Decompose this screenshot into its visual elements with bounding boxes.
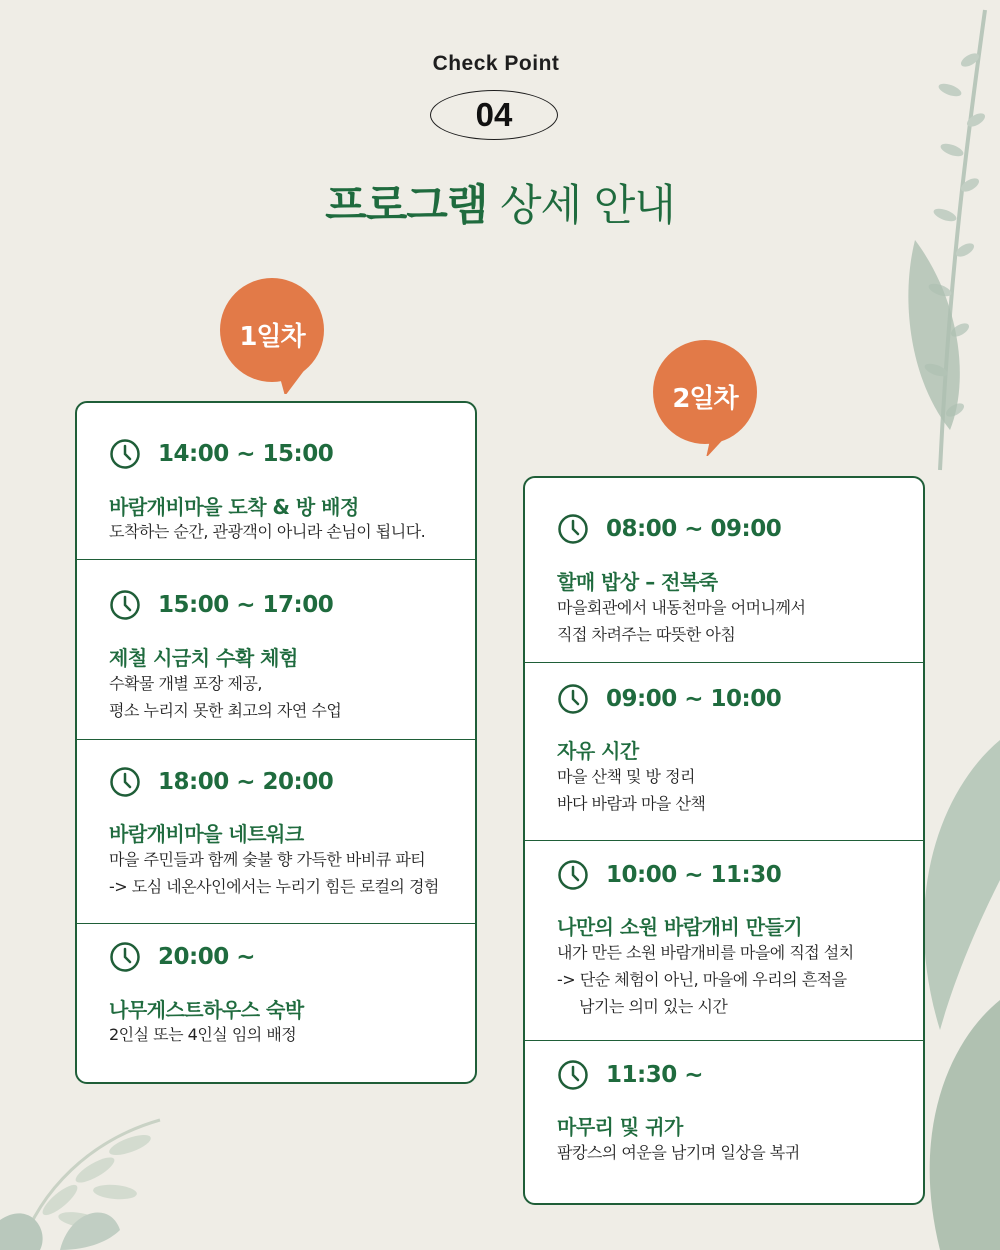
description-line: 내가 만든 소원 바람개비를 마을에 직접 설치 [557,943,854,962]
schedule-title: 마무리 및 귀가 [557,1115,683,1139]
schedule-item [525,663,923,841]
page-title-strong: 프로그램 [325,181,488,231]
checkpoint-label: Check Point [432,52,560,75]
description-line: 남기는 의미 있는 시간 [579,997,728,1016]
schedule-title: 나만의 소원 바람개비 만들기 [557,915,803,939]
page-title-light: 상세 안내 [487,181,675,231]
description-line: 수확물 개별 포장 제공, [109,674,262,693]
schedule-title: 바람개비마을 네트워크 [109,822,304,846]
schedule-item [525,1041,923,1203]
schedule-item [77,560,475,740]
schedule-item [525,478,923,663]
schedule-title: 나무게스트하우스 숙박 [109,998,304,1022]
day2-badge [652,340,762,456]
leaf-decoration-bottom-left [0,1080,260,1250]
schedule-description [109,846,439,900]
description-line: 마을회관에서 내동천마을 어머니께서 [557,598,806,617]
description-line: -> 도심 네온사인에서는 누리기 힘든 로컬의 경험 [109,877,439,896]
schedule-time: 15:00 ~ 17:00 [158,592,334,618]
description-line: 도착하는 순간, 관광객이 아니라 손님이 됩니다. [109,522,426,541]
schedule-description [109,518,425,545]
schedule-description [109,670,341,724]
schedule-item [77,924,475,1082]
schedule-item [77,403,475,560]
day2-schedule-card [523,476,925,1205]
schedule-title: 자유 시간 [557,739,639,763]
schedule-item [525,841,923,1041]
description-line: 바다 바람과 마을 산책 [557,794,706,813]
schedule-time: 14:00 ~ 15:00 [158,441,334,467]
day1-badge [219,278,329,394]
description-line: 마을 산책 및 방 정리 [557,767,695,786]
clock-icon [109,766,141,798]
schedule-title: 할매 밥상 – 전복죽 [557,570,718,594]
description-line: -> 단순 체험이 아닌, 마을에 우리의 흔적을 [557,970,847,989]
schedule-time: 09:00 ~ 10:00 [606,686,782,712]
clock-icon [109,589,141,621]
description-line: 평소 누리지 못한 최고의 자연 수업 [109,701,342,720]
day1-schedule-card [75,401,477,1084]
schedule-time: 20:00 ~ [158,944,255,970]
schedule-title: 바람개비마을 도착 & 방 배정 [109,495,359,519]
description-line: 마을 주민들과 함께 숯불 향 가득한 바비큐 파티 [109,850,426,869]
clock-icon [109,438,141,470]
schedule-description [557,594,805,648]
clock-icon [109,941,141,973]
schedule-description [557,1139,800,1166]
checkpoint-number-badge [430,90,558,140]
description-line: 팜캉스의 여운을 남기며 일상을 복귀 [557,1143,800,1162]
day2-badge-label: 2일차 [672,384,738,414]
clock-icon [557,513,589,545]
leaf-decoration-top-right [820,0,1000,480]
page-title [0,172,1000,233]
checkpoint-number: 04 [475,96,513,133]
schedule-time: 08:00 ~ 09:00 [606,516,782,542]
description-line: 직접 차려주는 따뜻한 아침 [557,625,736,644]
schedule-description [557,939,854,1020]
schedule-description [557,763,705,817]
schedule-item [77,740,475,924]
schedule-time: 10:00 ~ 11:30 [606,862,782,888]
schedule-description [109,1021,296,1048]
clock-icon [557,683,589,715]
schedule-time: 18:00 ~ 20:00 [158,769,334,795]
schedule-title: 제철 시금치 수확 체험 [109,646,298,670]
clock-icon [557,859,589,891]
day1-badge-label: 1일차 [239,322,305,352]
clock-icon [557,1059,589,1091]
description-line: 2인실 또는 4인실 임의 배정 [109,1025,297,1044]
schedule-time: 11:30 ~ [606,1062,703,1088]
